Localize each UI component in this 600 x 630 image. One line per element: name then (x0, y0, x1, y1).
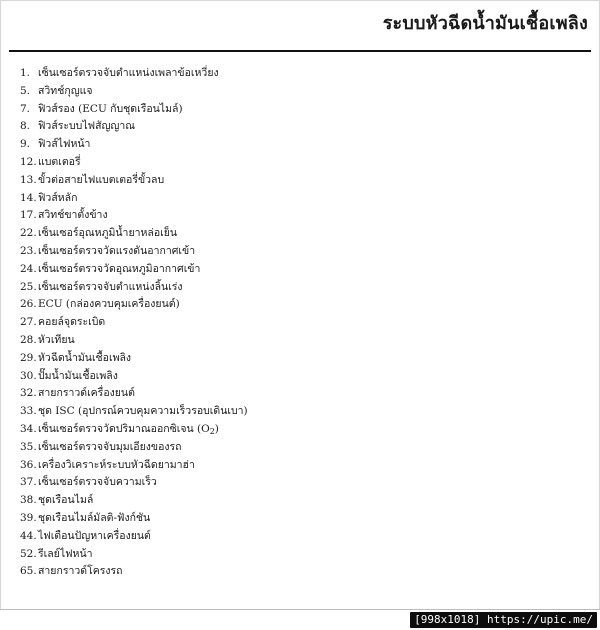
list-item-subscript: 2 (209, 426, 215, 436)
list-item-number: 28. (20, 333, 37, 346)
list-item-text: ไฟเตือนปัญหาเครื่องยนต์ (38, 529, 151, 542)
list-item (20, 154, 580, 172)
list-item-label (38, 563, 123, 581)
list-item-label (38, 118, 135, 136)
list-item (20, 118, 580, 136)
component-list (20, 65, 580, 581)
list-item (20, 439, 580, 457)
list-item-label (38, 546, 93, 564)
list-item (20, 225, 580, 243)
list-item-text: สวิทช์กุญแจ (38, 84, 93, 97)
list-item (20, 83, 580, 101)
list-item-text: รีเลย์ไฟหน้า (38, 547, 93, 560)
list-item-number: 13. (20, 173, 37, 186)
list-item-label (38, 350, 131, 368)
list-item-text: สวิทช์ขาตั้งข้าง (38, 209, 108, 222)
list-item-number: 34. (20, 422, 37, 435)
list-item (20, 563, 580, 581)
list-item-number: 30. (20, 369, 37, 382)
list-item (20, 474, 580, 492)
list-item-text: ชุด ISC (อุปกรณ์ควบคุมความเร็วรอบเดินเบา) (38, 405, 248, 418)
list-item-number: 33. (20, 405, 37, 418)
list-item (20, 368, 580, 386)
list-item-label (38, 243, 195, 261)
list-item (20, 207, 580, 225)
list-item (20, 243, 580, 261)
list-item-label (38, 457, 195, 475)
list-item (20, 403, 580, 421)
list-item-label (38, 368, 118, 386)
list-item-text: ฟิวส์ไฟหน้า (38, 138, 91, 151)
list-item-number: 23. (20, 244, 37, 257)
list-item-text: หัวฉีดน้ำมันเชื้อเพลิง (38, 351, 132, 364)
list-item-label (38, 136, 90, 154)
list-item (20, 65, 580, 83)
list-item-label (38, 65, 219, 83)
list-item-text-tail: ) (214, 422, 219, 435)
list-item (20, 296, 580, 314)
list-item-number: 44. (20, 529, 37, 542)
list-item (20, 385, 580, 403)
list-item-text: เซ็นเซอร์ตรวจวัดอุณหภูมิอากาศเข้า (38, 262, 201, 275)
list-item (20, 510, 580, 528)
list-item-number: 36. (20, 458, 37, 471)
list-item (20, 421, 580, 439)
list-item (20, 457, 580, 475)
list-item (20, 528, 580, 546)
list-item-text: แบตเตอรี่ (38, 155, 81, 168)
list-item (20, 136, 580, 154)
list-item (20, 546, 580, 564)
list-item-text: ขั้วต่อสายไฟแบตเตอรี่ขั้วลบ (38, 173, 165, 186)
list-item (20, 261, 580, 279)
list-item-text: เซ็นเซอร์ตรวจจับตำแหน่งลิ้นเร่ง (38, 280, 183, 293)
list-item-label (38, 492, 93, 510)
list-item-label (38, 279, 183, 297)
list-item-label (38, 261, 200, 279)
list-item-label (38, 439, 182, 457)
list-item-number: 12. (20, 155, 37, 168)
list-item (20, 314, 580, 332)
list-item-label (38, 190, 77, 208)
list-item-text: เครื่องวิเคราะห์ระบบหัวฉีดยามาฮ่า (38, 458, 195, 471)
list-item-text: เซ็นเซอร์ตรวจจับความเร็ว (38, 476, 157, 489)
list-item-text: เซ็นเซอร์อุณหภูมิน้ำยาหล่อเย็น (38, 227, 178, 240)
list-item-label (38, 528, 151, 546)
list-item-label (38, 207, 108, 225)
list-item-number: 38. (20, 494, 37, 507)
list-item-number: 22. (20, 227, 37, 240)
list-item-label (38, 296, 180, 314)
list-item-number: 65. (20, 565, 37, 578)
list-item-text: ฟิวส์หลัก (38, 191, 78, 204)
list-item-text: หัวเทียน (38, 333, 75, 346)
list-item-text: ฟิวส์รอง (ECU กับชุดเรือนไมล์) (38, 102, 183, 115)
list-item-text: ชุดเรือนไมล์ (38, 494, 94, 507)
list-item-label (38, 510, 150, 528)
list-item-number: 29. (20, 351, 37, 364)
list-item-text: ฟิวส์ระบบไฟสัญญาณ (38, 120, 136, 133)
list-item-text: เซ็นเซอร์ตรวจวัดแรงดันอากาศเข้า (38, 244, 196, 257)
list-item-number: 32. (20, 387, 37, 400)
list-item-text: ปั๊มน้ำมันเชื้อเพลิง (38, 369, 118, 382)
list-item-label (38, 101, 183, 119)
list-item-label (38, 172, 164, 190)
list-item-number: 25. (20, 280, 37, 293)
list-item-number: 27. (20, 316, 37, 329)
image-size-badge[interactable]: [998x1018] https://upic.me/ (410, 612, 597, 628)
list-item-number: 37. (20, 476, 37, 489)
list-item-number: 9. (20, 138, 31, 151)
list-item-text: เซ็นเซอร์ตรวจจับตำแหน่งเพลาข้อเหวี่ยง (38, 67, 219, 79)
list-item (20, 190, 580, 208)
list-item-number: 26. (20, 298, 37, 311)
list-item-number: 7. (20, 102, 31, 115)
list-item-label (38, 385, 135, 403)
document-title: ระบบหัวฉีดน้ำมันเชื้อเพลิง (382, 13, 588, 34)
list-item (20, 350, 580, 368)
list-item (20, 492, 580, 510)
list-item-label (38, 332, 75, 350)
list-item-number: 14. (20, 191, 37, 204)
list-item (20, 279, 580, 297)
title-rule (9, 50, 591, 52)
footer-bar (0, 609, 600, 630)
list-item (20, 332, 580, 350)
list-item (20, 101, 580, 119)
list-item-label (38, 154, 81, 172)
list-item-text: เซ็นเซอร์ตรวจวัดปริมาณออกซิเจน (O (38, 422, 210, 435)
list-item-number: 17. (20, 209, 37, 222)
list-item-number: 52. (20, 547, 37, 560)
list-item-number: 35. (20, 440, 37, 453)
list-item-number: 1. (20, 67, 31, 79)
list-item-text: เซ็นเซอร์ตรวจจับมุมเอียงของรถ (38, 440, 182, 453)
list-item (20, 172, 580, 190)
list-item-label (38, 83, 93, 101)
list-item-number: 5. (20, 84, 31, 97)
list-item-text: คอยล์จุดระเบิด (38, 316, 106, 329)
list-item-label (38, 474, 157, 492)
list-item-label (38, 314, 105, 332)
list-item-number: 24. (20, 262, 37, 275)
list-item-text: สายกราวด์เครื่องยนต์ (38, 387, 135, 400)
list-item-number: 8. (20, 120, 31, 133)
list-item-text: สายกราวด์โครงรถ (38, 565, 123, 578)
list-item-number: 39. (20, 511, 37, 524)
list-item-label (38, 225, 177, 243)
list-item-text: ECU (กล่องควบคุมเครื่องยนต์) (38, 298, 180, 311)
list-item-label (38, 403, 248, 421)
list-item-text: ชุดเรือนไมล์มัลติ-ฟังก์ชัน (38, 511, 151, 524)
